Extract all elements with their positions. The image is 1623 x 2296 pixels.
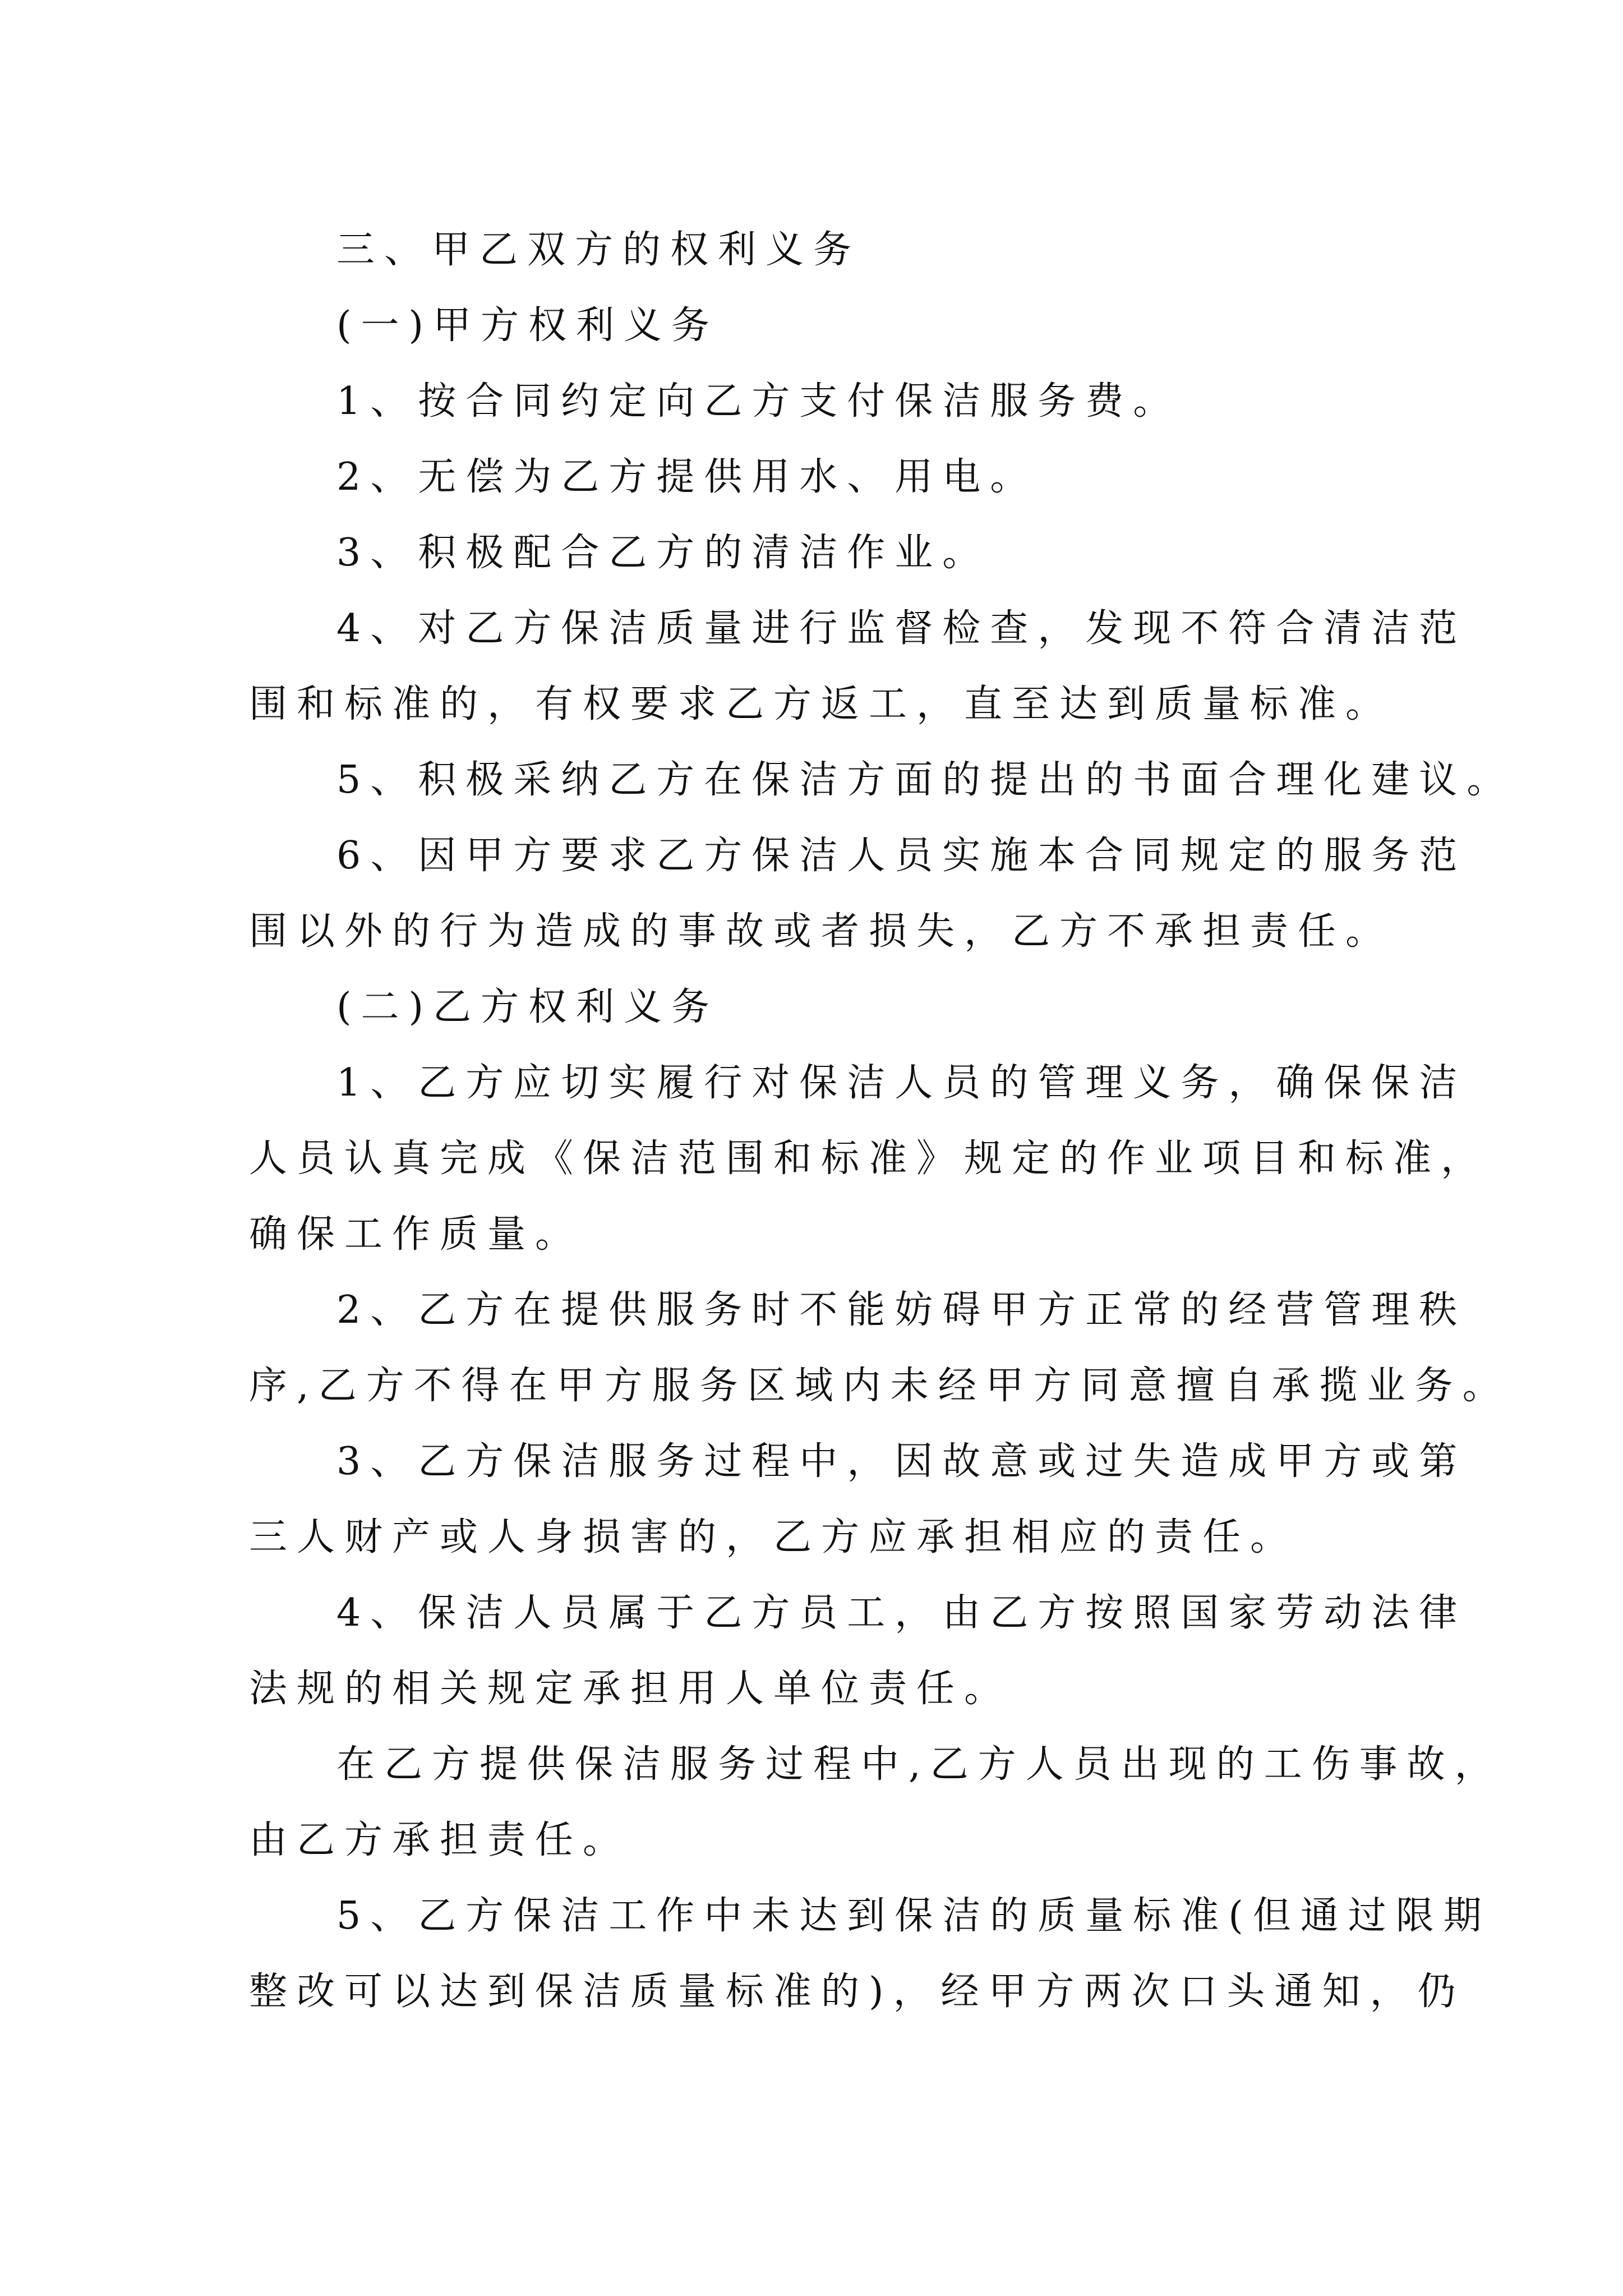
paragraph-line: 5、积极采纳乙方在保洁方面的提出的书面合理化建议。 xyxy=(336,758,1515,802)
document-body xyxy=(249,212,1515,2030)
paragraph-line: 3、乙方保洁服务过程中，因故意或过失造成甲方或第 xyxy=(336,1439,1467,1484)
section-b-item-3 xyxy=(249,1424,1467,1575)
paragraph-line: 6、因甲方要求乙方保洁人员实施本合同规定的服务范 xyxy=(336,834,1467,878)
section-a-title-text: (一)甲方权利义务 xyxy=(336,303,720,348)
section-b-item-4 xyxy=(249,1575,1467,1727)
paragraph-line: 确保工作质量。 xyxy=(249,1212,583,1257)
heading-text: 三、甲乙双方的权利义务 xyxy=(336,228,861,272)
paragraph-line: 人员认真完成《保洁范围和标准》规定的作业项目和标准， xyxy=(249,1137,1489,1181)
paragraph-line: 法规的相关规定承担用人单位责任。 xyxy=(249,1667,1012,1711)
paragraph-line: 围和标准的，有权要求乙方返工，直至达到质量标准。 xyxy=(249,682,1394,726)
paragraph-line: 序,乙方不得在甲方服务区域内未经甲方同意擅自承揽业务。 xyxy=(249,1364,1510,1408)
paragraph-line: 5、乙方保洁工作中未达到保洁的质量标准(但通过限期 xyxy=(336,1894,1491,1938)
paragraph-line: 2、乙方在提供服务时不能妨碍甲方正常的经营管理秩 xyxy=(336,1288,1467,1332)
paragraph-line: 整改可以达到保洁质量标准的)，经甲方两次口头通知，仍 xyxy=(249,1970,1465,2014)
section-b-item-5 xyxy=(249,1878,1491,2030)
paragraph-line: 1、按合同约定向乙方支付保洁服务费。 xyxy=(336,379,1181,424)
paragraph-line: 3、积极配合乙方的清洁作业。 xyxy=(336,531,990,575)
section-b-title-text: (二)乙方权利义务 xyxy=(336,985,720,1029)
paragraph-line: 在乙方提供保洁服务过程中,乙方人员出现的工伤事故， xyxy=(336,1742,1502,1787)
section-b-item-4-note xyxy=(249,1727,1502,1878)
section-a-item-2 xyxy=(249,439,1382,515)
paragraph-line: 2、无偿为乙方提供用水、用电。 xyxy=(336,455,1038,499)
paragraph-line: 围以外的行为造成的事故或者损失，乙方不承担责任。 xyxy=(249,909,1394,954)
paragraph-line: 由乙方承担责任。 xyxy=(249,1818,631,1862)
section-b-title xyxy=(249,969,1382,1045)
paragraph-line: 4、对乙方保洁质量进行监督检查，发现不符合清洁范 xyxy=(336,606,1467,651)
section-a-item-4 xyxy=(249,591,1467,742)
section-heading xyxy=(249,212,1382,288)
section-a-item-1 xyxy=(249,364,1382,439)
paragraph-line: 4、保洁人员属于乙方员工，由乙方按照国家劳动法律 xyxy=(336,1591,1467,1635)
section-a-item-6 xyxy=(249,818,1467,969)
section-a-title xyxy=(249,288,1382,364)
paragraph-line: 1、乙方应切实履行对保洁人员的管理义务，确保保洁 xyxy=(336,1061,1467,1105)
section-b-item-1 xyxy=(249,1045,1489,1272)
paragraph-line: 三人财产或人身损害的，乙方应承担相应的责任。 xyxy=(249,1515,1298,1559)
section-a-item-5 xyxy=(249,742,1515,818)
section-a-item-3 xyxy=(249,515,1382,591)
section-b-item-2 xyxy=(249,1272,1510,1424)
